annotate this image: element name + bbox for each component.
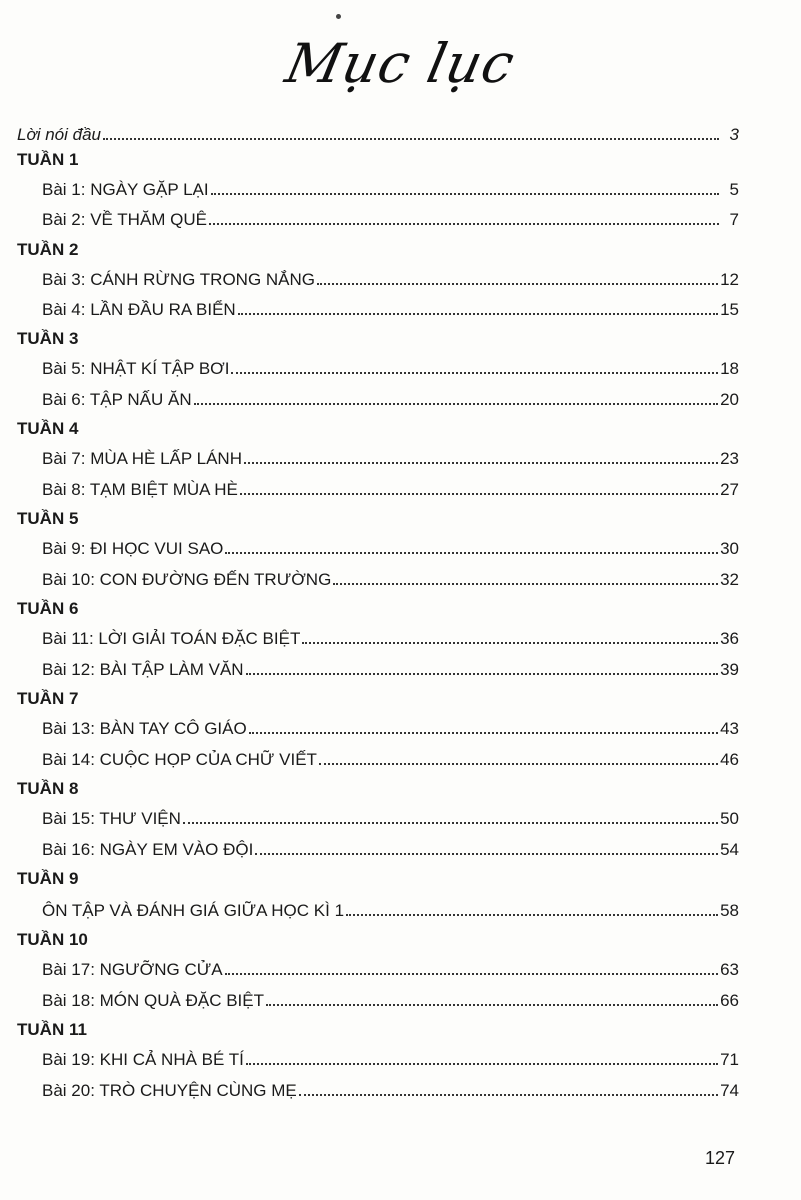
dot-leader — [225, 973, 718, 975]
toc-entry[interactable] — [42, 206, 739, 230]
dot-leader — [249, 732, 718, 734]
toc-entry-label: Bài 13: BÀN TAY CÔ GIÁO — [42, 719, 247, 738]
toc-entry[interactable] — [42, 956, 739, 980]
dot-leader — [244, 462, 718, 464]
toc-entry-label: Bài 11: LỜI GIẢI TOÁN ĐẶC BIỆT — [42, 629, 301, 648]
toc-entry-page: 36 — [720, 629, 739, 648]
toc-entry[interactable] — [42, 266, 739, 290]
toc-entry-page: 39 — [720, 660, 739, 679]
toc-entry[interactable] — [42, 715, 739, 739]
toc-entry-label: Bài 10: CON ĐƯỜNG ĐẾN TRƯỜNG — [42, 570, 332, 589]
week-heading: TUẦN 8 — [17, 779, 79, 798]
dot-leader — [211, 193, 719, 195]
toc-entry[interactable] — [42, 566, 739, 590]
toc-entry[interactable] — [42, 746, 739, 770]
toc-entry-label: Bài 5: NHẬT KÍ TẬP BƠI — [42, 359, 230, 378]
dot-leader — [346, 914, 718, 916]
toc-entry-page: 15 — [720, 300, 739, 319]
week-heading: TUẦN 11 — [17, 1020, 87, 1039]
dot-leader — [266, 1004, 718, 1006]
toc-entry-label: Bài 1: NGÀY GẶP LẠI — [42, 180, 209, 199]
toc-entry[interactable] — [42, 987, 739, 1011]
dot-leader — [183, 822, 718, 824]
toc-entry[interactable] — [42, 836, 739, 860]
toc-entry-page: 32 — [720, 570, 739, 589]
toc-entry-page: 43 — [720, 719, 739, 738]
week-heading: TUẦN 2 — [17, 240, 79, 259]
toc-entry-label: Bài 20: TRÒ CHUYỆN CÙNG MẸ — [42, 1081, 297, 1100]
page-title: Mục lục — [280, 32, 521, 95]
toc-entry-page: 5 — [729, 180, 739, 199]
week-heading: TUẦN 5 — [17, 509, 79, 528]
toc-entry-label: Bài 6: TẬP NẤU ĂN — [42, 390, 192, 409]
dot-leader — [302, 642, 718, 644]
week-heading: TUẦN 10 — [17, 930, 88, 949]
toc-entry[interactable] — [42, 1077, 739, 1101]
print-dot — [336, 14, 341, 19]
week-heading: TUẦN 6 — [17, 599, 79, 618]
toc-entry-page: 30 — [720, 539, 739, 558]
toc-entry-page: 20 — [720, 390, 739, 409]
toc-entry-label: Bài 3: CÁNH RỪNG TRONG NẮNG — [42, 270, 316, 289]
week-heading: TUẦN 1 — [17, 150, 79, 169]
week-heading: TUẦN 9 — [17, 869, 79, 888]
toc-entry-intro[interactable] — [17, 121, 739, 145]
toc-entry[interactable] — [42, 176, 739, 200]
dot-leader — [238, 313, 718, 315]
dot-leader — [240, 493, 718, 495]
dot-leader — [333, 583, 718, 585]
toc-entry-page: 18 — [720, 359, 739, 378]
toc-entry-label: Bài 8: TẠM BIỆT MÙA HÈ — [42, 480, 238, 499]
dot-leader — [103, 138, 719, 140]
dot-leader — [319, 763, 718, 765]
toc-entry[interactable] — [42, 535, 739, 559]
toc-entry[interactable] — [42, 1046, 739, 1070]
toc-entry-label: Bài 14: CUỘC HỌP CỦA CHỮ VIẾT — [42, 750, 317, 769]
dot-leader — [209, 223, 719, 225]
toc-entry[interactable] — [42, 805, 739, 829]
toc-entry-label: Bài 4: LẦN ĐẦU RA BIỂN — [42, 300, 236, 319]
week-heading: TUẦN 3 — [17, 329, 79, 348]
dot-leader — [299, 1094, 718, 1096]
dot-leader — [194, 403, 718, 405]
toc-entry-page: 71 — [720, 1050, 739, 1069]
page-number: 127 — [705, 1148, 736, 1168]
toc-entry-page: 7 — [729, 210, 739, 229]
toc-entry[interactable] — [42, 897, 739, 921]
toc-entry-page: 27 — [720, 480, 739, 499]
dot-leader — [246, 1063, 718, 1065]
toc-entry[interactable] — [42, 386, 739, 410]
dot-leader — [255, 853, 718, 855]
toc-entry-page: 54 — [720, 840, 739, 859]
toc-entry[interactable] — [42, 656, 739, 680]
toc-entry-page: 58 — [720, 901, 739, 920]
toc-entry-page: 3 — [729, 125, 739, 144]
toc-entry-page: 74 — [720, 1081, 739, 1100]
toc-entry[interactable] — [42, 355, 739, 379]
dot-leader — [246, 673, 719, 675]
dot-leader — [231, 372, 718, 374]
toc-entry-label: Bài 17: NGƯỠNG CỬA — [42, 960, 223, 979]
toc-entry[interactable] — [42, 445, 739, 469]
toc-entry-page: 50 — [720, 809, 739, 828]
toc-entry[interactable] — [42, 296, 739, 320]
toc-entry-label: Bài 18: MÓN QUÀ ĐẶC BIỆT — [42, 991, 264, 1010]
toc-entry-label: ÔN TẬP VÀ ĐÁNH GIÁ GIỮA HỌC KÌ 1 — [42, 901, 345, 920]
toc-entry-label: Lời nói đầu — [17, 125, 102, 144]
week-heading: TUẦN 4 — [17, 419, 79, 438]
toc-entry-label: Bài 7: MÙA HÈ LẤP LÁNH — [42, 449, 242, 468]
toc-entry-label: Bài 15: THƯ VIỆN — [42, 809, 181, 828]
week-heading: TUẦN 7 — [17, 689, 79, 708]
toc-entry-label: Bài 16: NGÀY EM VÀO ĐỘI — [42, 840, 254, 859]
toc-entry-label: Bài 9: ĐI HỌC VUI SAO — [42, 539, 224, 558]
toc-entry-label: Bài 12: BÀI TẬP LÀM VĂN — [42, 660, 244, 679]
toc-entry[interactable] — [42, 476, 739, 500]
toc-entry-page: 23 — [720, 449, 739, 468]
toc-entry-page: 12 — [720, 270, 739, 289]
toc-entry-page: 66 — [720, 991, 739, 1010]
toc-entry-label: Bài 2: VỀ THĂM QUÊ — [42, 210, 208, 229]
toc-entry-page: 46 — [720, 750, 739, 769]
toc-entry-label: Bài 19: KHI CẢ NHÀ BÉ TÍ — [42, 1050, 244, 1069]
dot-leader — [225, 552, 718, 554]
toc-entry-page: 63 — [720, 960, 739, 979]
dot-leader — [317, 283, 718, 285]
toc-entry[interactable] — [42, 625, 739, 649]
